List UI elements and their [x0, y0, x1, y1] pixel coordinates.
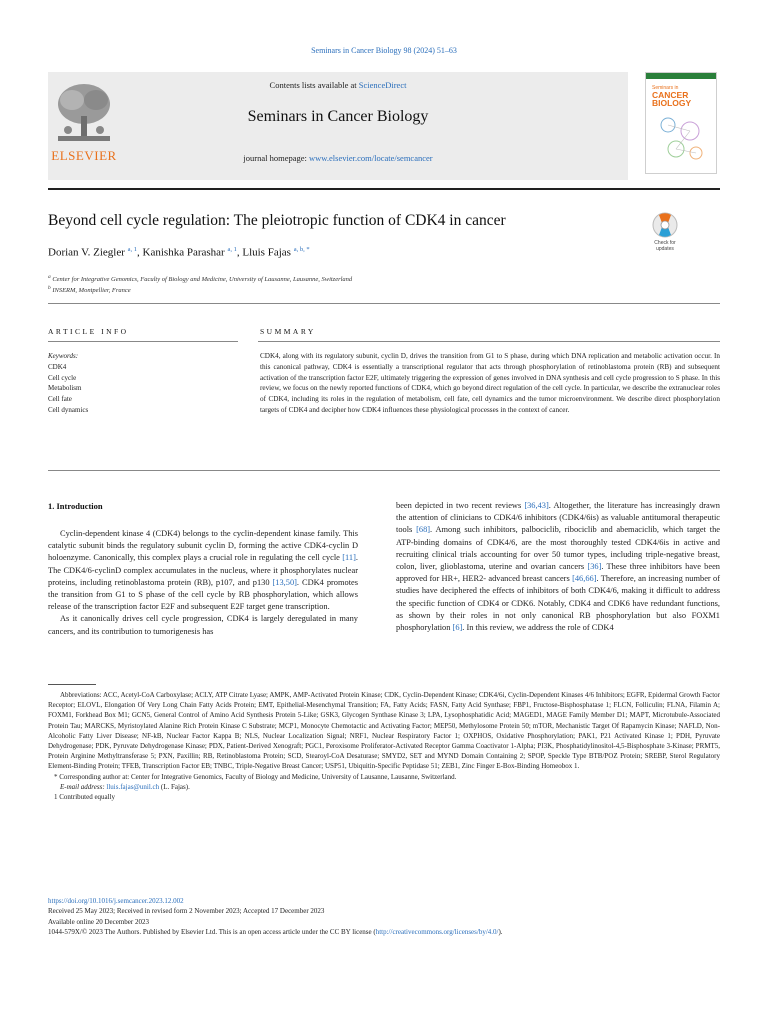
- doi-link[interactable]: https://doi.org/10.1016/j.semcancer.2023.12.002: [48, 897, 184, 905]
- cover-illustration: [652, 111, 710, 167]
- keyword[interactable]: CDK4: [48, 362, 67, 371]
- summary-heading: SUMMARY: [260, 327, 316, 336]
- running-header: Seminars in Cancer Biology 98 (2024) 51–63: [311, 46, 457, 55]
- affiliation-b: [48, 285, 131, 294]
- text-run: . Altogether, the literature has increasingly drawn the attention of clinicians to CDK4/6 inhibitors (CDK4/6is) as valuable antitumoral therapeutic tools: [396, 501, 720, 535]
- author-affiliation-mark[interactable]: a, 1: [227, 246, 237, 253]
- check-for-updates-label: Check for updates: [654, 240, 676, 252]
- keyword[interactable]: Cell cycle: [48, 373, 77, 382]
- author-name[interactable]: Lluis Fajas: [242, 246, 291, 259]
- publisher-wordmark: ELSEVIER: [51, 148, 117, 163]
- affiliation-mark: a: [48, 274, 51, 280]
- author-list: Dorian V. Ziegler $^{a, 1}$, Kanishka Parashar $^{a, 1}$, Lluis Fajas $^{a, b, *}$: [48, 246, 310, 259]
- contents-prefix: Contents lists available at: [269, 80, 359, 90]
- cover-subtitle: Seminars in: [652, 85, 679, 91]
- contents-line: [48, 80, 628, 90]
- author-name[interactable]: Kanishka Parashar: [142, 246, 225, 259]
- article-title: Beyond cell cycle regulation: The pleiotropic function of CDK4 in cancer: [48, 212, 506, 229]
- paragraph: [48, 528, 358, 613]
- affiliation-mark: b: [48, 285, 51, 291]
- citation-link[interactable]: [68]: [416, 525, 431, 535]
- footnotes: [48, 690, 720, 802]
- summary-bottom-rule: [48, 470, 720, 471]
- body-column-right: [396, 500, 720, 634]
- citation-link[interactable]: [36,43]: [524, 501, 549, 510]
- article-info-rule: [48, 341, 238, 342]
- paragraph: [396, 500, 720, 634]
- article-info-heading: ARTICLE INFO: [48, 327, 129, 336]
- summary-text: CDK4, along with its regulatory subunit, cyclin D, drives the transition from G1 to S phase, during which DNA replication and metabolic activation occur. In this canonical pathway, CDK4 is essentially a transcriptional regulator that acts through phosphorylation of retinoblastoma protein (RB) and subsequent activation of the transcription factor E2F, ultimately triggering the expression of genes involved in DNA synthesis and cell cycle progression to S phase. In this review, we focus on the newly reported functions of CDK4, which go beyond direct regulation of the cell cycle. In particular, we describe the extranuclear roles of CDK4, including its roles in the regulation of metabolism, cell fate, cell dynamics and the tumor microenvironment. We describe direct phosphorylation targets of CDK4 and decipher how CDK4 influences these physiological processes in the context of cancer.: [260, 352, 720, 414]
- affiliation-text: INSERM, Montpellier, France: [52, 287, 131, 295]
- author-affiliation-mark[interactable]: a, 1: [127, 246, 138, 253]
- section-heading-introduction: 1. Introduction: [48, 501, 103, 511]
- author-affiliation-mark[interactable]: a, b, *: [293, 246, 310, 253]
- cover-title: [652, 91, 691, 107]
- email-suffix: (L. Fajas).: [159, 782, 190, 791]
- abbreviations-footnote: Abbreviations: ACC, Acetyl-CoA Carboxylase; ACLY, ATP Citrate Lyase; AMPK, AMP-Activated Protein Kinase; CDK, Cyclin-Dependent Kinase; CDK4/6i, Cyclin-Dependent Kinases 4/6 Inhibitors; EGFR, Epidermal Growth Factor Receptor; ELOVL, Elongation Of Very Long Chain Fatty Acids Protein; EMT, Epithelial-Mesenchymal Transition; FA, Fatty Acids; FASN, Fatty Acid Synthase; FBP1, Fructose-Bisphosphatase 1; FLCN, Folliculin; FLNA, Filamin A; FOXM1, Forkhead Box M1; GCN5, General Control of Amino Acid Synthesis Protein 5-Like; GSK3, Glycogen Synthase Kinase 3; LPA, Lysophosphatidic Acid; MAGED1, MAGE Family Member D1; MAPT, Microtubule-Associated Protein Tau; MARCKS, Myristoylated Alanine Rich Protein Kinase C Substrate; MCP1, Monocyte Chemotactic and Activating Factor; MEP50, Methylosome Protein 50; mTOR, Mechanistic Target Of Rapamycin Kinase; NAFLD, Non-Alcoholic Fatty Liver Disease; NF-kB, Nuclear Factor Kappa B; NLS, Nuclear Localization Signal; NRF1, Nuclear Respiratory Factor 1; OXPHOS, Oxidative Phosphorylation; PAK1, P21 Activated Kinase 1; PDH, Pyruvate Dehydrogenase; PDK, Pyruvate Dehydrogenase Kinase; PDX, Patient-Derived Xenograft; PGC1, Peroxisome Proliferator-Activated Receptor Gamma Coactivator 1-Alpha; PI3K, Phosphatidylinositol-4,5-Bisphosphate 3-Kinase; PRMT5, Protein Arginine Methyltransferase 5; PXN, Paxillin; RB, Retinoblastoma Protein; SCD, Stearoyl-CoA Desaturase; SMYD2, SET and MYND Domain Containing 2; SPOP, Speckle Type BTB/POZ Protein; SREBP, Sterol Regulatory Element-Binding Protein; TFEB, Transcription Factor EB; TNBC, Triple-Negative Breast Cancer; USP51, Ubiquitin-Specific Peptidase 51; ZEB1, Zinc Finger E-Box-Binding Homeobox 1.: [48, 691, 720, 771]
- cover-title-line-2: BIOLOGY: [652, 98, 692, 108]
- license-statement: [48, 927, 720, 937]
- keyword[interactable]: Cell fate: [48, 395, 72, 404]
- license-link[interactable]: http://creativecommons.org/licenses/by/4.0/: [375, 928, 499, 937]
- text-run: . The CDK4/6-cyclinD complex accumulates in the nucleus, where it phosphorylates nuclear proteins, including retinoblastoma protein (RB), p107, and p130: [48, 553, 358, 587]
- keyword[interactable]: Metabolism: [48, 384, 82, 393]
- author-name[interactable]: Dorian V. Ziegler: [48, 246, 125, 259]
- email-link[interactable]: lluis.fajas@unil.ch: [106, 782, 160, 791]
- text-run: been depicted in two recent reviews: [396, 501, 525, 510]
- citation-link[interactable]: [6]: [452, 623, 463, 633]
- text-run: . CDK4 promotes the transition from G1 to S phase of the cell cycle by RB phosphorylation, which allows release of the transcription factor E2F and subsequent E2F target gene transcription.: [48, 577, 358, 612]
- cover-band: [646, 73, 716, 79]
- keywords-block: [48, 351, 238, 416]
- citation-link[interactable]: [13,50]: [272, 577, 297, 587]
- corresponding-author-footnote: * Corresponding author at: Center for Integrative Genomics, Faculty of Biology and Medicine, University of Lausanne, Lausanne, Switzerland.: [54, 772, 457, 781]
- journal-homepage: [48, 153, 628, 163]
- affiliation-a: [48, 274, 352, 283]
- cover-title-line-1: CANCER: [652, 90, 689, 100]
- license-text-end: ).: [498, 928, 503, 937]
- summary-rule: [258, 341, 720, 342]
- affiliation-text: Center for Integrative Genomics, Faculty of Biology and Medicine, University of Lausanne, Lausanne, Switzerland: [52, 276, 353, 284]
- title-block-rule: [48, 303, 720, 304]
- contributed-equally-footnote: 1 Contributed equally: [54, 793, 116, 802]
- text-run: . Among such inhibitors, palbociclib, ribociclib and abemaciclib, which target the ATP-binding domains of CDK4/6, are the most thoroughly tested CDK4/6is in active and recruiting clinical trials accounting for over 50 tumor types, including triple-negative breast, colon, liver, glioblastoma, uterine and ovarian cancers: [396, 525, 720, 572]
- email-footnote: [48, 782, 720, 792]
- footnote-rule: [48, 684, 96, 685]
- check-for-updates-icon[interactable]: [648, 210, 682, 244]
- journal-cover-thumbnail[interactable]: [645, 72, 717, 174]
- email-label: E-mail address:: [60, 782, 107, 791]
- paragraph: As it canonically drives cell cycle progression, CDK4 is largely deregulated in many cancers, and its contribution to tumorigenesis has: [48, 614, 358, 636]
- keywords-label: Keywords:: [48, 352, 79, 360]
- citation-link[interactable]: [11]: [342, 553, 356, 563]
- citation-link[interactable]: [46,66]: [572, 574, 597, 584]
- text-run: Cyclin-dependent kinase 4 (CDK4) belongs to the cyclin-dependent kinase family. This catalytic subunit binds the regulatory subunit cyclin D, forming the active CDK4-cyclin D holoenzyme. Canonically, this complex plays a crucial role in regulating the cell cycle: [48, 529, 358, 563]
- publication-info: [48, 896, 720, 938]
- text-run: . These three inhibitors have been approved for HR+, HER2- advanced breast cancers: [396, 562, 720, 584]
- body-column-left: [48, 528, 358, 638]
- sciencedirect-link[interactable]: ScienceDirect: [358, 80, 407, 90]
- keyword[interactable]: Cell dynamics: [48, 405, 89, 414]
- license-text: 1044-579X/© 2023 The Authors. Published by Elsevier Ltd. This is an open access article under the CC BY license (: [48, 928, 376, 937]
- received-dates: Received 25 May 2023; Received in revised form 2 November 2023; Accepted 17 December 2023: [48, 907, 325, 916]
- homepage-link[interactable]: www.elsevier.com/locate/semcancer: [309, 153, 433, 163]
- text-run: . Therefore, an increasing number of studies have deciphered the effects of inhibitors of both CDK4/6, making it difficult to address the specific function of CDK4 or CDK6. Notably, CDK4 and CDK6 have redundant functions, as shown by their roles in not only canonical RB phosphorylation but also FOXM1 phosphorylation: [396, 574, 720, 633]
- homepage-prefix: journal homepage:: [243, 153, 310, 163]
- citation-link[interactable]: [36]: [587, 562, 602, 572]
- masthead-rule: [48, 188, 720, 190]
- text-run: . In this review, we address the role of CDK4: [462, 623, 614, 633]
- available-online-date: Available online 20 December 2023: [48, 917, 149, 926]
- journal-title: Seminars in Cancer Biology: [247, 108, 429, 125]
